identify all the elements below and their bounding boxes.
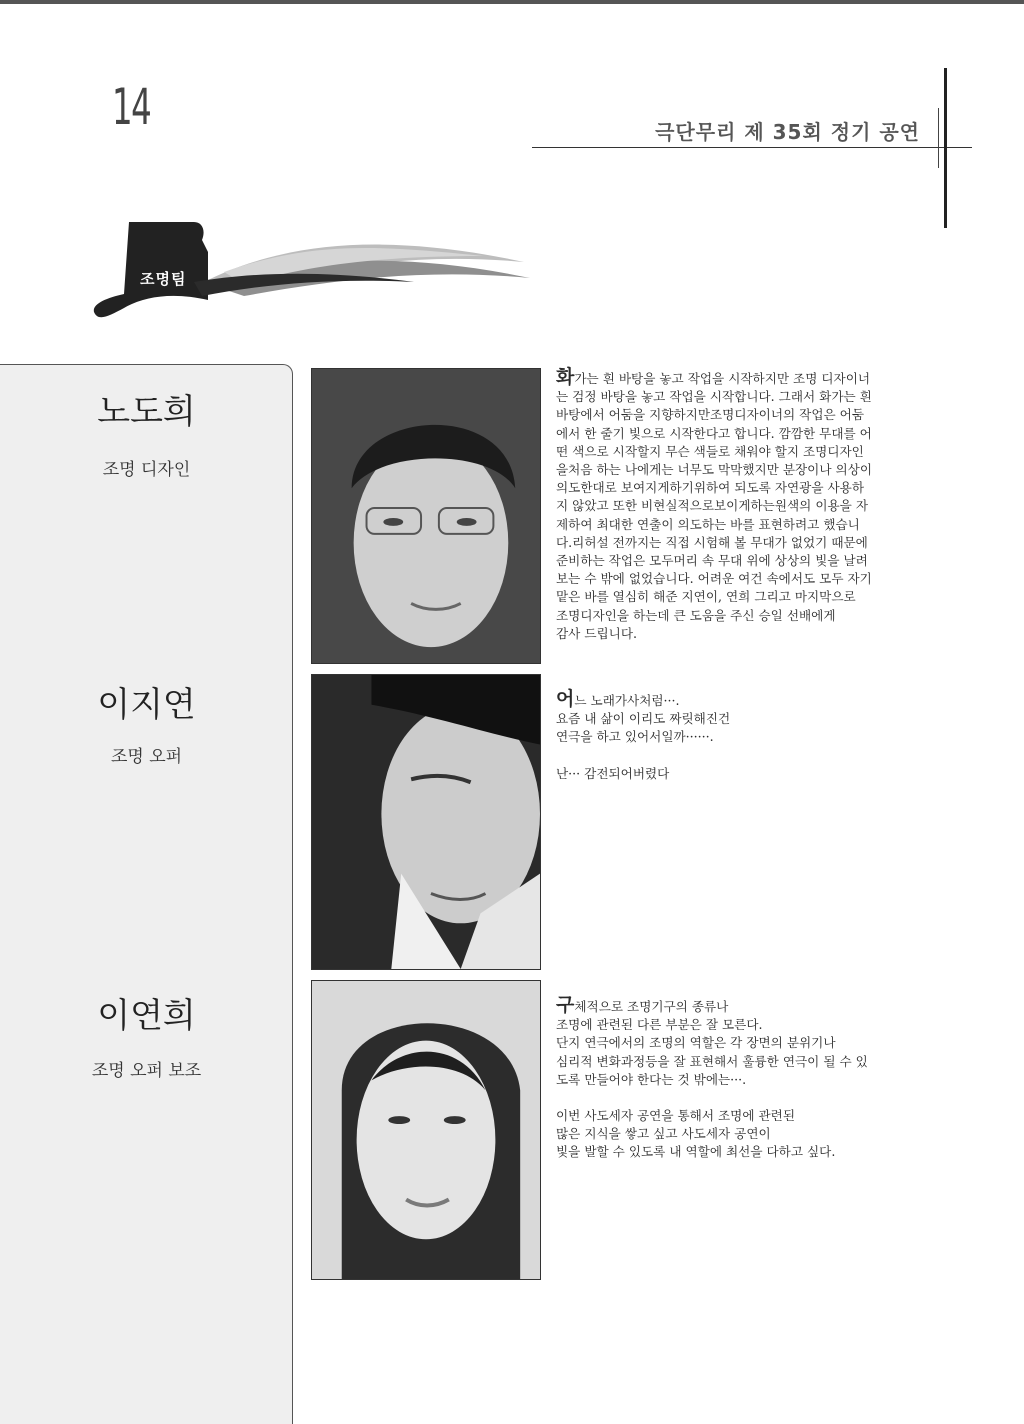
text-line: 조명디자인을 하는데 큰 도움을 주신 승일 선배에게 [556,607,836,623]
text-line: 빛을 발할 수 있도록 내 역할에 최선을 다하고 싶다. [556,1144,836,1160]
text-line: 난··· 감전되어버렸다 [556,765,670,781]
text-line: 지 않았고 또한 비현실적으로보이게하는원색의 이용을 자 [556,498,868,514]
text-line: 도록 만들어야 한다는 것 밖에는···. [556,1071,747,1087]
header-rule [532,147,972,148]
text-line: 제하여 최대한 연출이 의도하는 바를 표현하려고 했습니 [556,516,860,532]
header-vertical-rule [944,68,947,228]
text-line: 바탕에서 어둠을 지향하지만조명디자이너의 작업은 어둠 [556,407,864,423]
text-line: 보는 수 밖에 없었습니다. 어려운 여건 속에서도 모두 자기 [556,571,872,587]
text-line [556,1089,964,1107]
text-line: 을처음 하는 나에게는 너무도 막막했지만 분장이나 의상이 [556,462,872,478]
drop-cap: 화 [556,366,575,388]
text-line: 는 검정 바탕을 놓고 작업을 시작합니다. 그래서 화가는 흰 [556,389,872,405]
essay-text [556,690,964,783]
text-line: 맡은 바를 열심히 해준 지연이, 연희 그리고 마지막으로 [556,589,856,605]
text-line: 떤 색으로 시작할지 무슨 색들로 채워야 할지 조명디자인 [556,443,864,459]
text-line: 가는 흰 바탕을 놓고 작업을 시작하지만 조명 디자이너 [574,371,871,386]
text-line: 느 노래가사처럼···. [574,693,680,708]
text-line: 다.리허설 전까지는 직접 시험해 볼 무대가 없었기 때문에 [556,534,868,550]
text-line: 단지 연극에서의 조명의 역할은 각 장면의 분위기나 [556,1035,836,1051]
essay-text [556,996,964,1162]
person-role: 조명 디자인 [102,460,191,480]
portrait-photo [311,674,541,970]
text-line: 심리적 변화과정등을 잘 표현해서 훌륭한 연극이 될 수 있 [556,1053,868,1069]
text-line [556,747,964,765]
page-number: 14 [112,78,151,136]
header-vertical-rule-thin [938,108,939,168]
portrait-photo [311,980,541,1280]
text-line: 준비하는 작업은 모두머리 속 무대 위에 상상의 빛을 날려 [556,553,868,569]
text-line: 연극을 하고 있어서일까······. [556,729,714,745]
drop-cap: 구 [556,994,575,1016]
text-line: 의도한대로 보여지게하기위하여 되도록 자연광을 사용하 [556,480,864,496]
team-label: 조명팀 [140,270,187,288]
person-role: 조명 오퍼 [110,747,183,767]
text-line: 요즘 내 삶이 이리도 짜릿해진건 [556,711,731,727]
top-edge-bar [0,0,1024,4]
essay-text [556,368,964,643]
text-line: 감사 드립니다. [556,625,637,641]
text-line: 이번 사도세자 공연을 통해서 조명에 관련된 [556,1108,795,1124]
running-header: 극단무리 제 35회 정기 공연 [655,120,920,144]
portrait-photo [311,368,541,664]
drop-cap: 어 [556,688,575,710]
person-name: 노도희 [97,392,196,432]
text-line: 많은 지식을 쌓고 싶고 사도세자 공연이 [556,1126,771,1142]
text-line: 조명에 관련된 다른 부분은 잘 모른다. [556,1017,763,1033]
person-name: 이지연 [97,685,196,725]
text-line: 체적으로 조명기구의 종류나 [574,999,729,1014]
name-panel [0,364,293,1424]
person-name: 이연희 [97,996,196,1036]
person-role: 조명 오퍼 보조 [91,1061,202,1081]
text-line: 에서 한 줄기 빛으로 시작한다고 합니다. 깜깜한 무대를 어 [556,425,872,441]
